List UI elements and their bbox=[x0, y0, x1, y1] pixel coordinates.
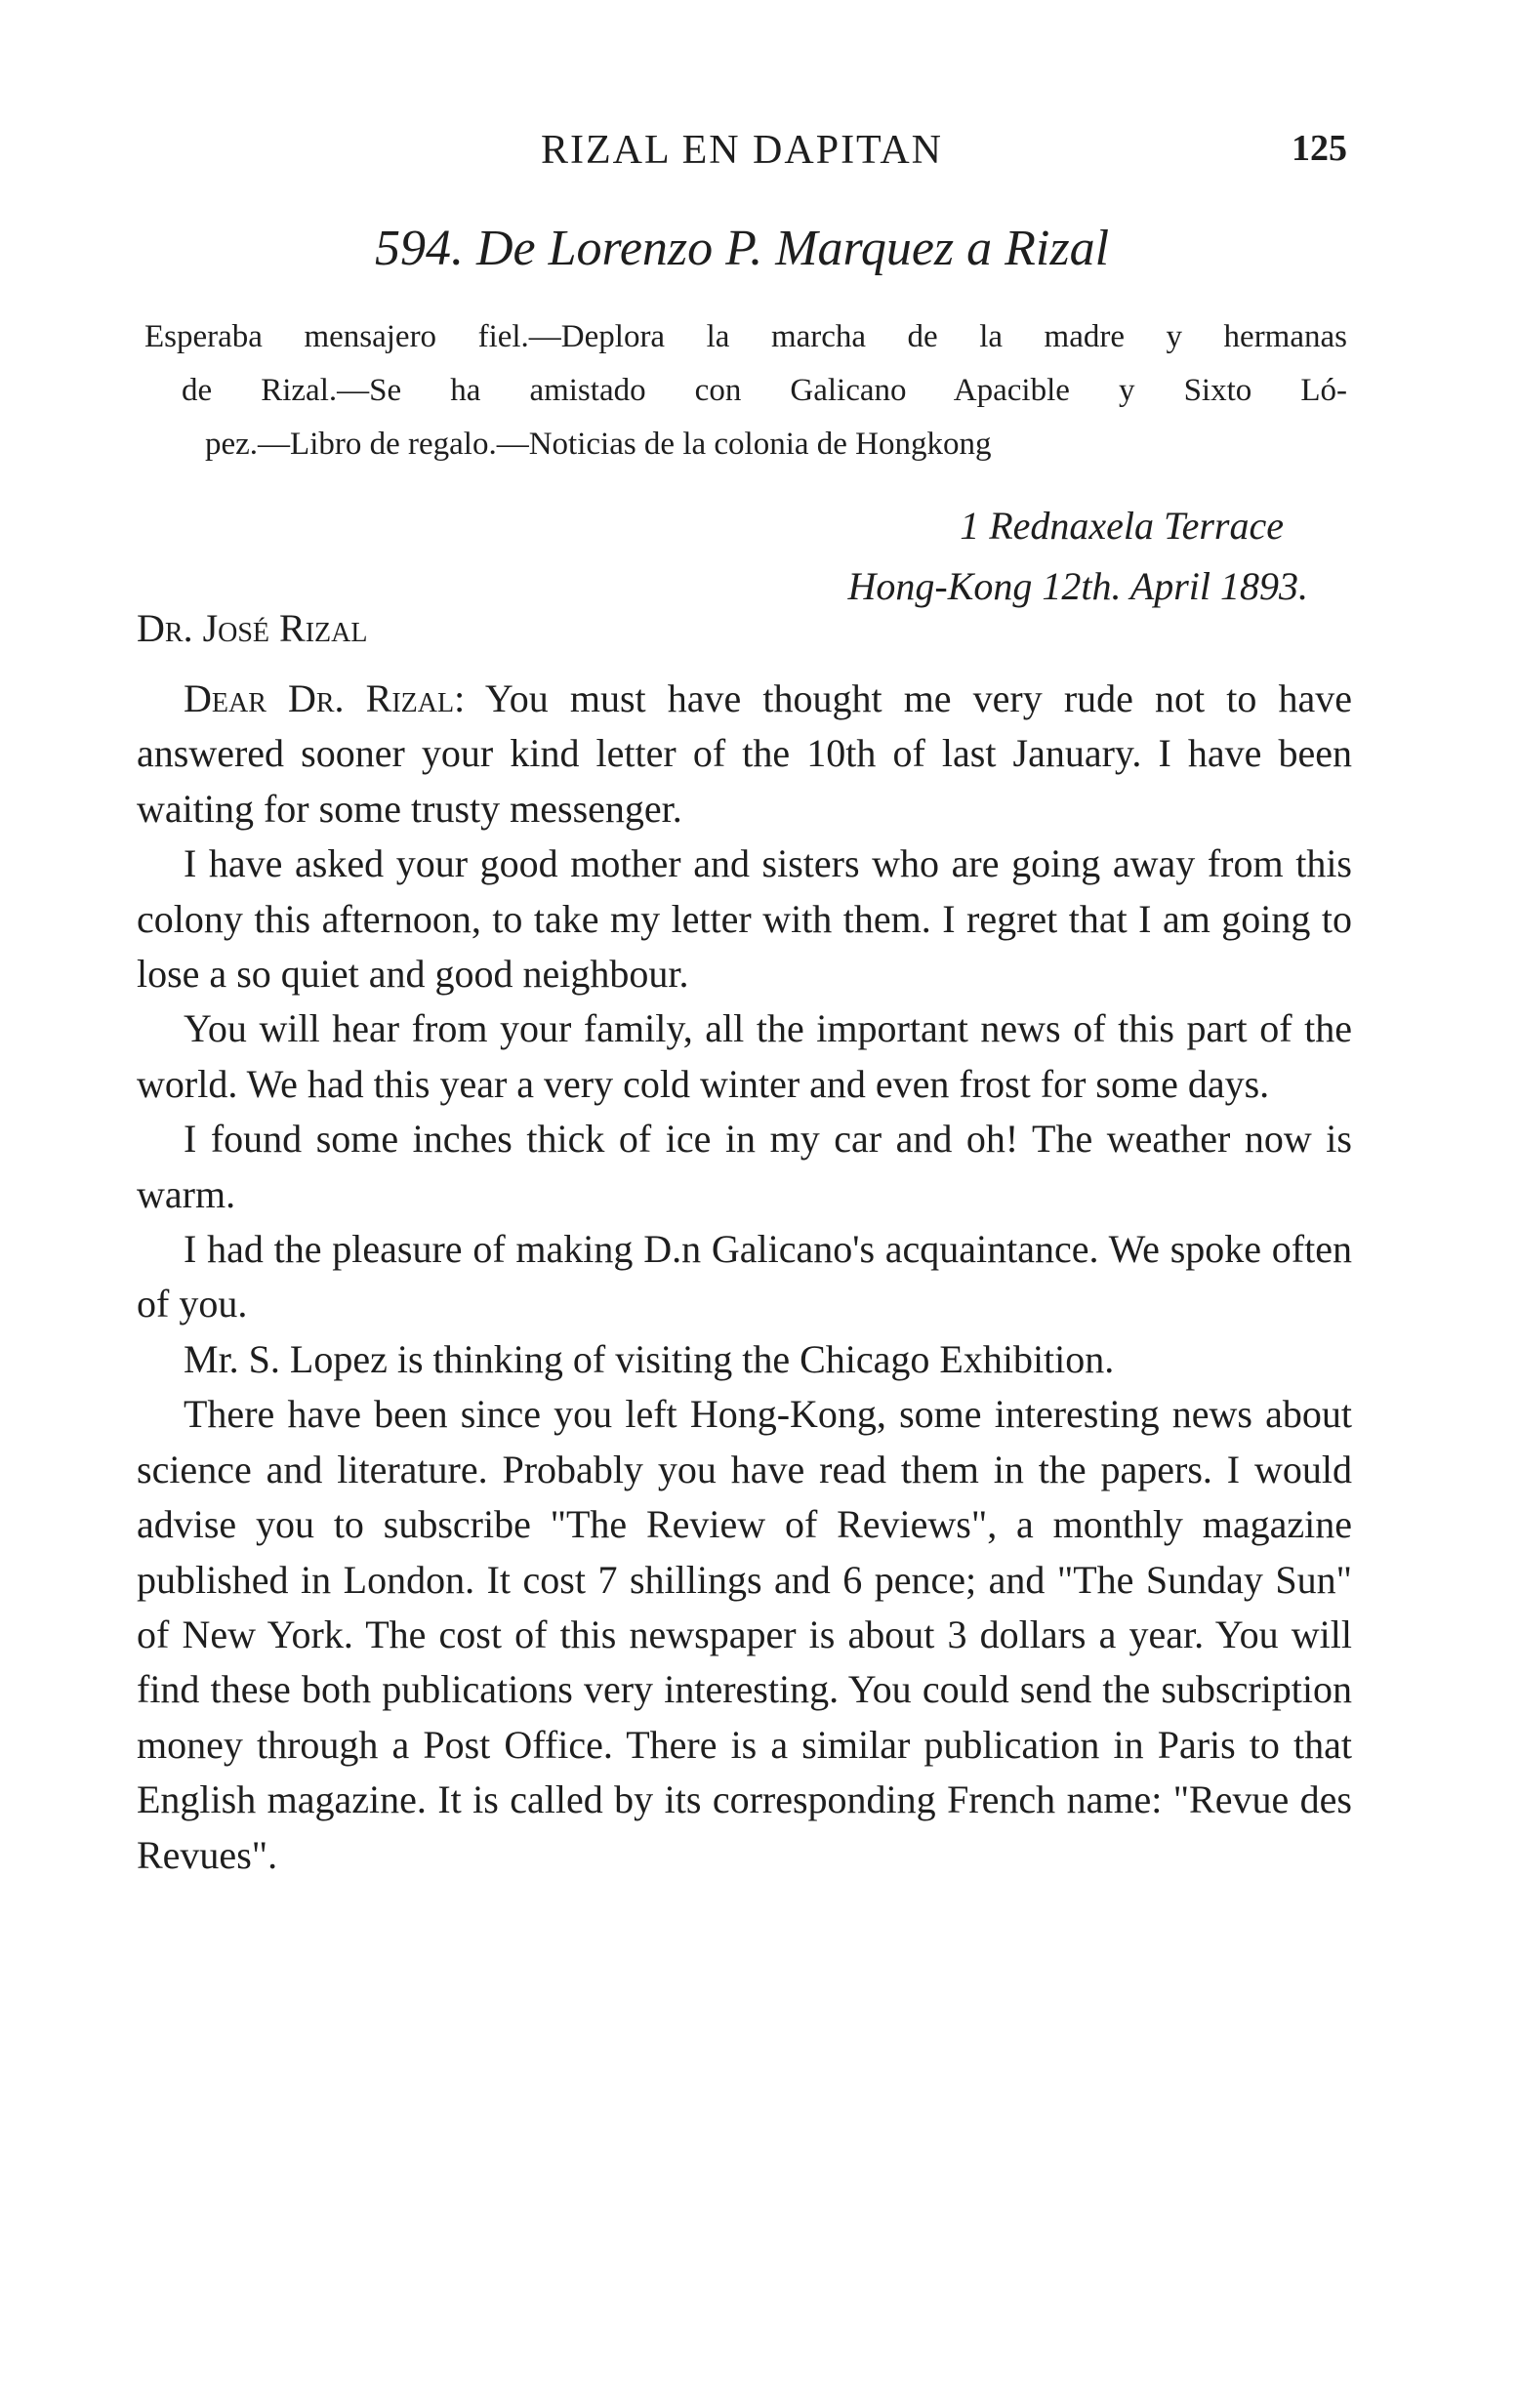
paragraph-text: You must have thought me very rude not to have answered sooner your kind letter of the 10th of last January. I have been waiting for some trusty messenger. bbox=[137, 676, 1352, 831]
summary-line: Esperaba mensajero fiel.—Deplora la marcha de la madre y hermanas bbox=[144, 319, 1347, 354]
address-line: 1 Rednaxela Terrace bbox=[960, 504, 1284, 548]
body-paragraph: There have been since you left Hong-Kong, some interesting news about science and literature. Probably you have read them in the papers. I would advise you to subscribe "The Review of Reviews", a monthly magazine published in London. It cost 7 shillings and 6 pence; and "The Sunday Sun" of New York. The cost of this newspaper is about 3 dollars a year. You will find these both publications very interesting. You could send the subscription money through a Post Office. There is a similar publication in Paris to that English magazine. It is called by its corresponding French name: "Revue des Revues". bbox=[137, 1392, 1352, 1877]
running-title: RIZAL EN DAPITAN bbox=[540, 128, 944, 173]
sender-address bbox=[137, 496, 1308, 617]
body-paragraph bbox=[137, 672, 1352, 837]
letter-summary bbox=[144, 310, 1347, 471]
addressee: Dr. José Rizal bbox=[137, 606, 368, 650]
greeting: Dear Dr. Rizal: bbox=[184, 676, 466, 720]
letter-heading: 594. De Lorenzo P. Marquez a Rizal bbox=[374, 221, 1110, 276]
body-paragraph: I had the pleasure of making D.n Galicano's acquaintance. We spoke often of you. bbox=[137, 1227, 1352, 1326]
page-number: 125 bbox=[1292, 128, 1347, 169]
letter-body bbox=[137, 672, 1352, 1883]
body-paragraph: Mr. S. Lopez is thinking of visiting the Chicago Exhibition. bbox=[184, 1336, 1115, 1381]
running-head bbox=[137, 127, 1347, 185]
body-paragraph: You will hear from your family, all the important news of this part of the world. We had this year a very cold winter and even frost for some days. bbox=[137, 1006, 1352, 1106]
body-paragraph: I found some inches thick of ice in my car and oh! The weather now is warm. bbox=[137, 1117, 1352, 1216]
summary-line: de Rizal.—Se ha amistado con Galicano Apacible y Sixto Ló- bbox=[182, 373, 1347, 408]
body-paragraph: I have asked your good mother and sisters who are going away from this colony this afternoon, to take my letter with them. I regret that I am going to lose a so quiet and good neighbour. bbox=[137, 841, 1352, 997]
address-date-line: Hong-Kong 12th. April 1893. bbox=[847, 564, 1308, 608]
summary-line: pez.—Libro de regalo.—Noticias de la colonia de Hongkong bbox=[205, 427, 992, 462]
